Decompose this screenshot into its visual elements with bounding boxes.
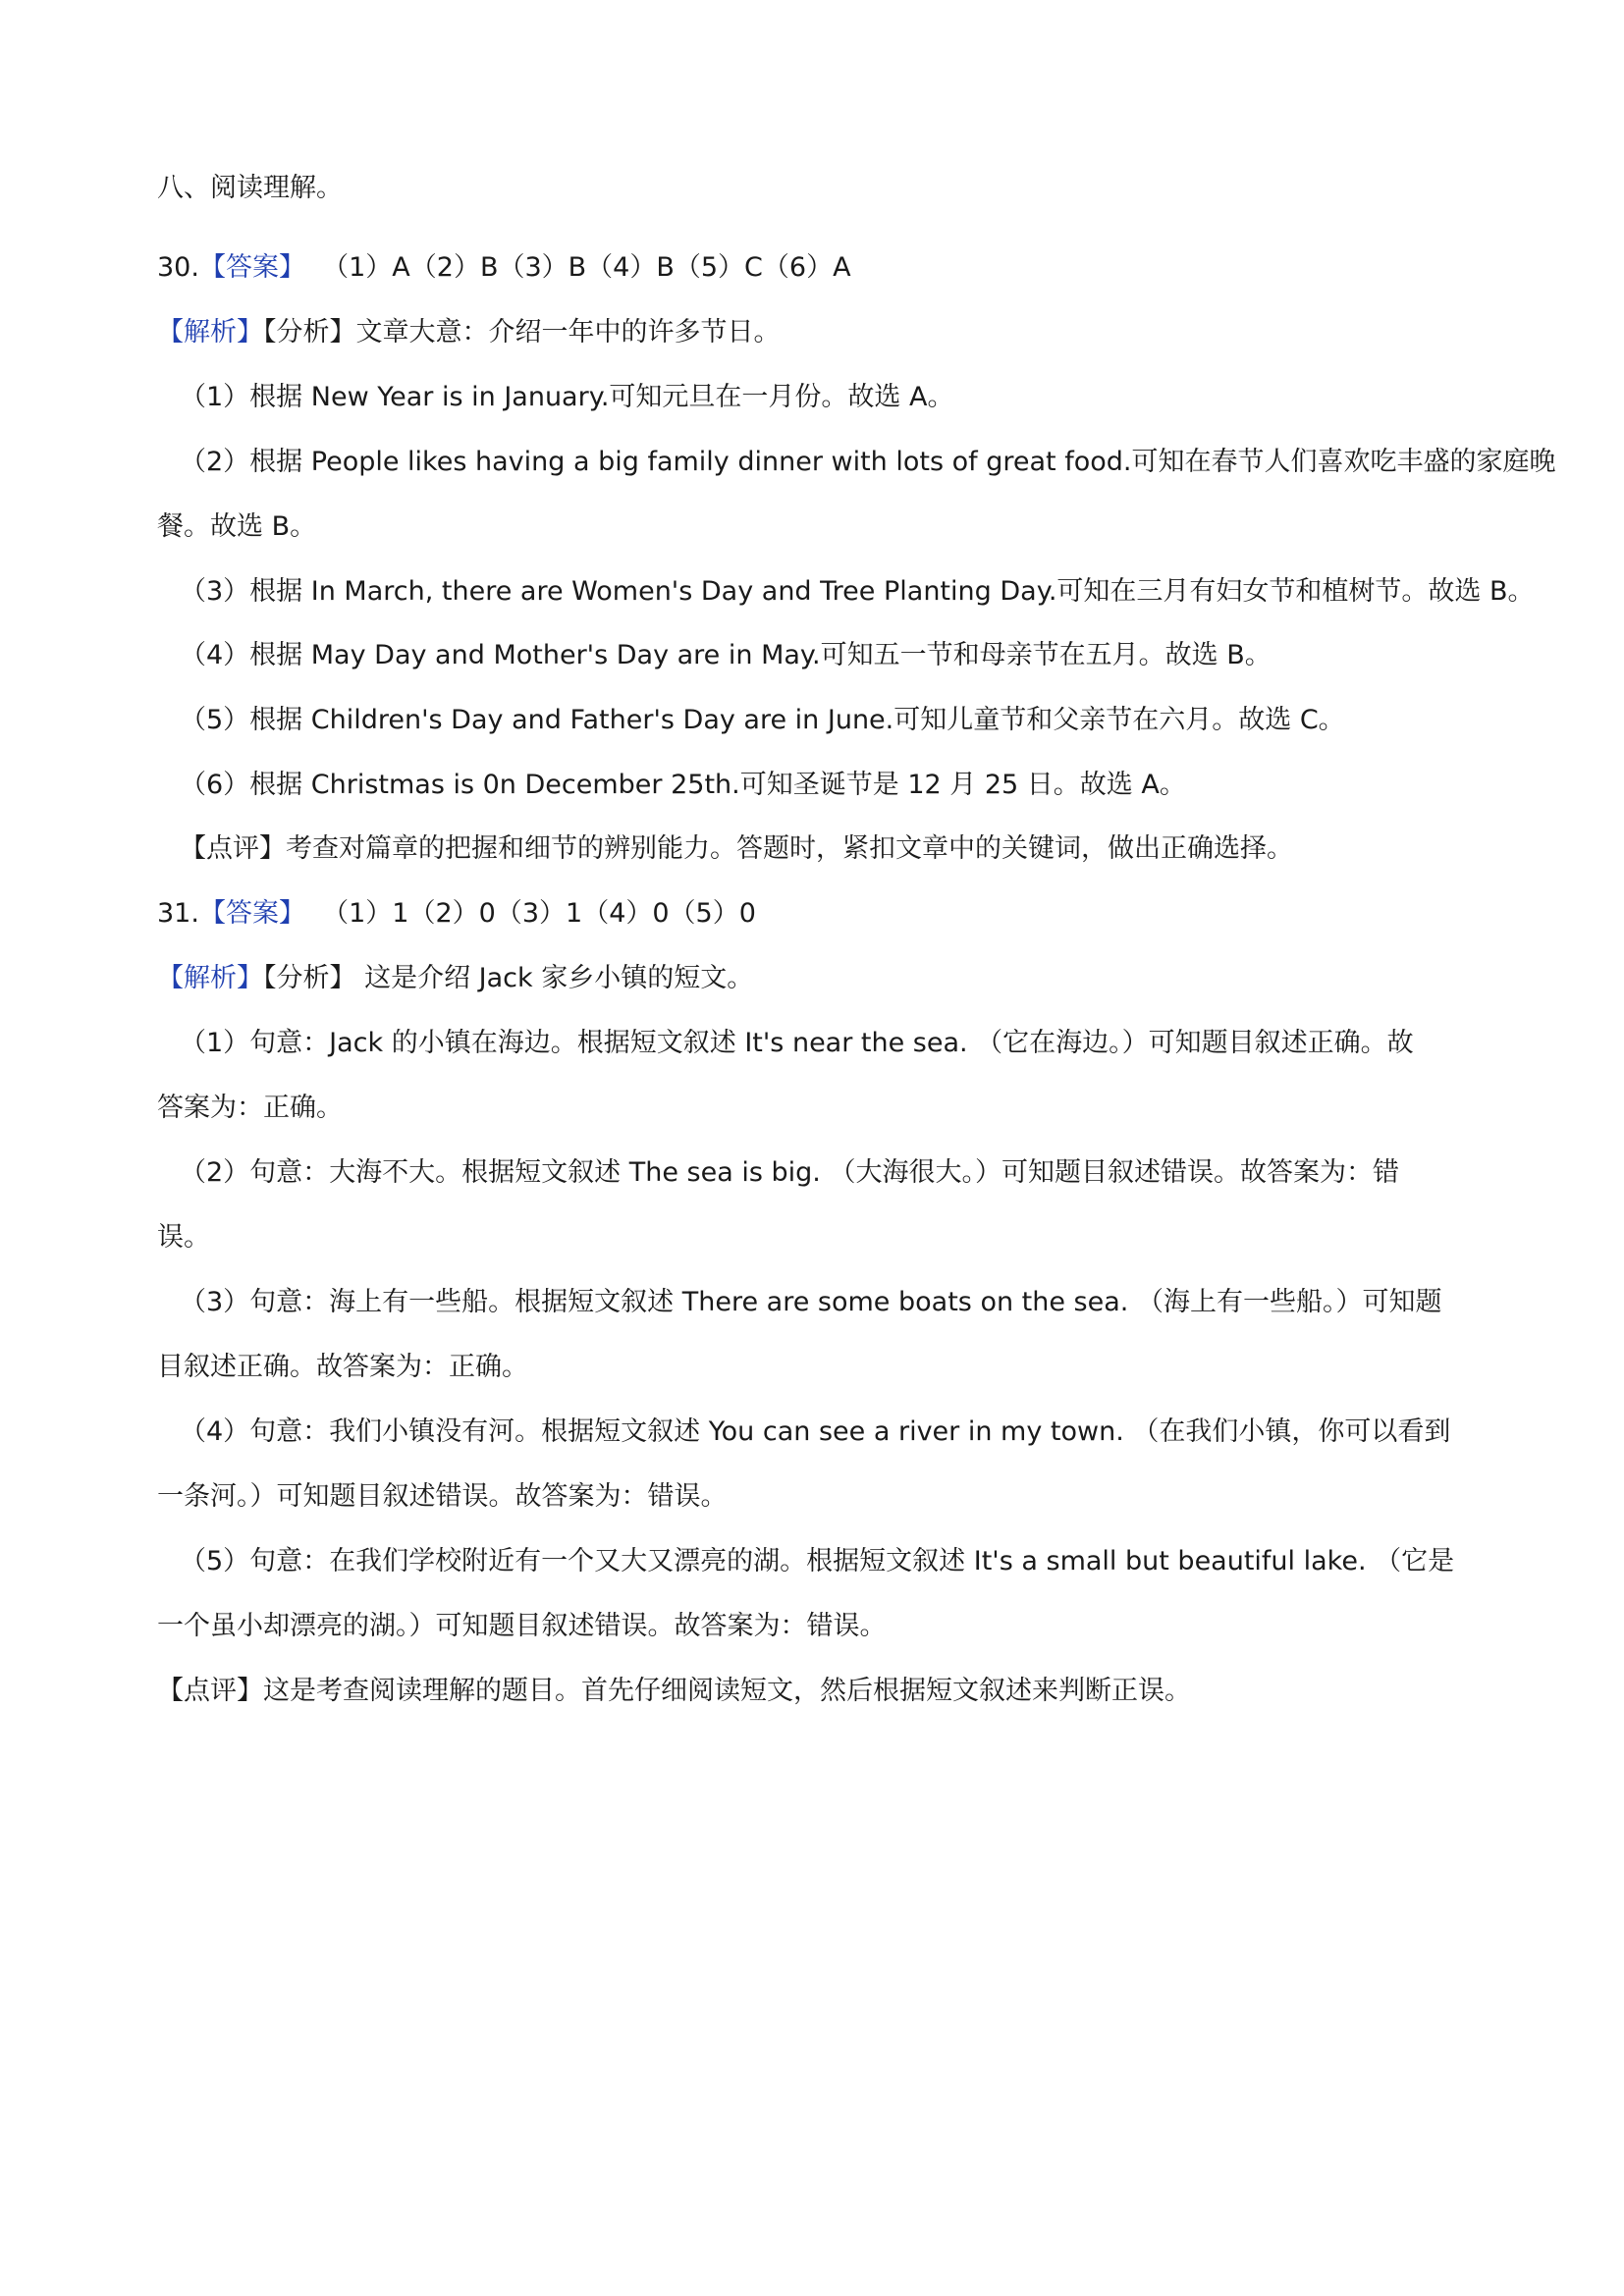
q30-answer-text: （1）A（2）B（3）B（4）B（5）C（6）A: [322, 252, 851, 283]
q30-item-6: （6）根据 Christmas is 0n December 25th.可知圣诞节是 12 月 25 日。故选 A。: [180, 770, 1186, 800]
q31-answer-tag: 【答案】: [198, 898, 305, 929]
q30-analysis-tag: 【解析】: [157, 317, 263, 347]
q30-analysis-intro: 【分析】文章大意：介绍一年中的许多节日。: [263, 317, 781, 347]
q31-item-1-cont: 答案为：正确。: [157, 1093, 343, 1123]
q30-answer-tag: 【答案】: [198, 252, 305, 283]
q30-number: 30.: [157, 252, 199, 283]
q30-item-4: （4）根据 May Day and Mother's Day are in May.可知五一节和母亲节在五月。故选 B。: [180, 640, 1272, 670]
q31-answer-line: [157, 894, 756, 934]
q30-item-1: （1）根据 New Year is in January.可知元旦在一月份。故选 A。: [180, 382, 954, 412]
section-heading: 八、阅读理解。: [157, 173, 343, 203]
q30-answer-line: [157, 248, 851, 288]
q30-comment: 【点评】考查对篇章的把握和细节的辨别能力。答题时，紧扣文章中的关键词，做出正确选择。: [180, 833, 1293, 864]
q31-analysis-tag: 【解析】: [157, 963, 263, 993]
q31-item-2: （2）句意：大海不大。根据短文叙述 The sea is big. （大海很大。）可知题目叙述错误。故答案为：错: [180, 1157, 1399, 1188]
q31-item-4-cont: 一条河。）可知题目叙述错误。故答案为：错误。: [157, 1481, 728, 1512]
q31-item-3: （3）句意：海上有一些船。根据短文叙述 There are some boats on the sea. （海上有一些船。）可知题: [180, 1287, 1442, 1317]
q31-item-4: （4）句意：我们小镇没有河。根据短文叙述 You can see a river in my town. （在我们小镇，你可以看到: [180, 1416, 1451, 1447]
q30-item-5: （5）根据 Children's Day and Father's Day are in June.可知儿童节和父亲节在六月。故选 C。: [180, 705, 1345, 735]
q31-item-1: （1）句意：Jack 的小镇在海边。根据短文叙述 It's near the sea. （它在海边。）可知题目叙述正确。故: [180, 1028, 1414, 1058]
q31-comment: 【点评】这是考查阅读理解的题目。首先仔细阅读短文，然后根据短文叙述来判断正误。: [157, 1676, 1191, 1706]
q31-item-5: （5）句意：在我们学校附近有一个又大又漂亮的湖。根据短文叙述 It's a small but beautiful lake. （它是: [180, 1546, 1455, 1576]
q31-item-5-cont: 一个虽小却漂亮的湖。）可知题目叙述错误。故答案为：错误。: [157, 1611, 887, 1641]
q30-item-2-cont: 餐。故选 B。: [157, 511, 317, 542]
q31-item-3-cont: 目叙述正确。故答案为：正确。: [157, 1352, 528, 1382]
q30-item-2: （2）根据 People likes having a big family dinner with lots of great food.可知在春节人们喜欢吃丰盛的家庭晚: [180, 447, 1556, 477]
q30-analysis-line: [157, 313, 781, 352]
q31-item-2-cont: 误。: [157, 1222, 210, 1253]
q31-analysis-intro: 【分析】 这是介绍 Jack 家乡小镇的短文。: [263, 963, 754, 993]
q30-item-3: （3）根据 In March, there are Women's Day and Tree Planting Day.可知在三月有妇女节和植树节。故选 B。: [180, 576, 1535, 607]
q31-analysis-line: [157, 959, 753, 998]
q31-number: 31.: [157, 898, 199, 929]
q31-answer-text: （1）1（2）0（3）1（4）0（5）0: [322, 898, 756, 929]
